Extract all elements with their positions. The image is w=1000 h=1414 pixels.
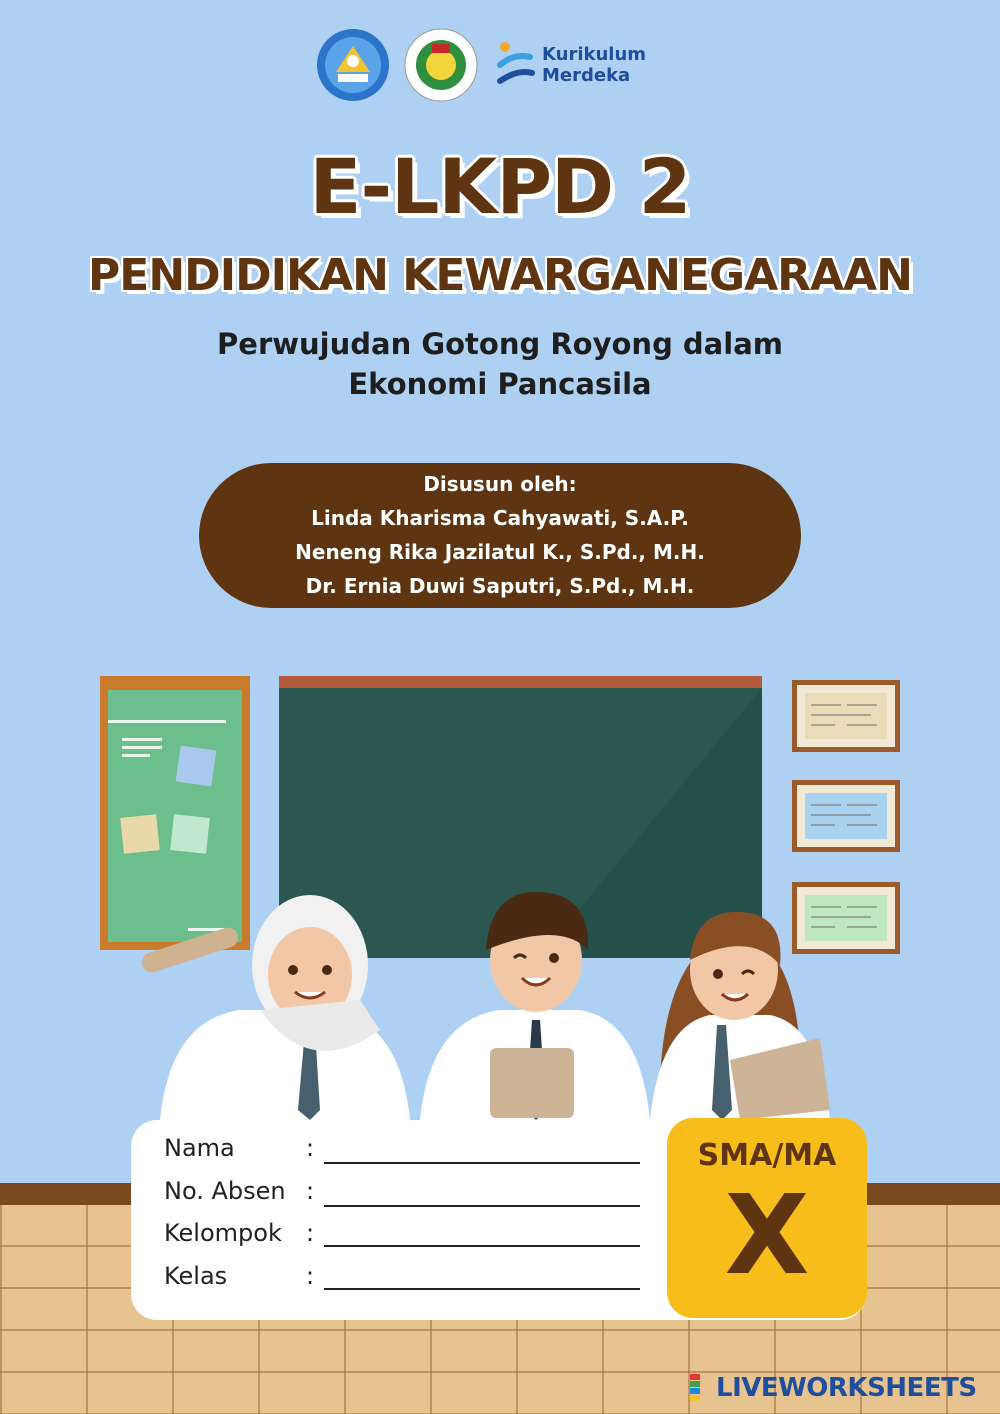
author-name: Linda Kharisma Cahyawati, S.A.P. <box>311 506 689 530</box>
grade-badge <box>667 1118 867 1318</box>
field-label: Kelompok <box>164 1219 282 1247</box>
ikip-logo <box>404 28 478 102</box>
kelompok-input-line[interactable] <box>324 1245 640 1247</box>
liveworksheets-icon <box>690 1374 712 1402</box>
frame-content <box>797 785 895 847</box>
grade-class: X <box>724 1171 810 1299</box>
subject-title: PENDIDIKAN KEWARGANEGARAAN <box>88 250 912 301</box>
grade-level: SMA/MA <box>697 1138 837 1173</box>
student-hijab <box>139 895 410 1120</box>
kurikulum-label: Kurikulum <box>542 44 647 65</box>
student-girl <box>650 912 830 1120</box>
kelas-input-line[interactable] <box>324 1288 640 1290</box>
author-name: Neneng Rika Jazilatul K., S.Pd., M.H. <box>295 540 705 564</box>
nama-input-line[interactable] <box>324 1162 640 1164</box>
kurikulum-merdeka-logo <box>496 39 646 91</box>
form-row-no-absen <box>164 1177 324 1205</box>
students-illustration <box>130 870 840 1130</box>
watermark-text: LIVEWORKSHEETS <box>716 1373 977 1403</box>
form-row-nama <box>164 1134 324 1162</box>
form-row-kelas <box>164 1262 324 1290</box>
merdeka-label: Merdeka <box>542 65 631 86</box>
field-colon: : <box>306 1219 315 1247</box>
wall-frame <box>792 780 900 852</box>
topic-line-2: Ekonomi Pancasila <box>348 367 652 401</box>
logo-row <box>316 28 646 102</box>
authors-heading: Disusun oleh: <box>423 472 577 496</box>
topic-line-1: Perwujudan Gotong Royong dalam <box>217 327 783 361</box>
chalkboard-ledge <box>279 676 762 688</box>
wall-frame <box>792 680 900 752</box>
tut-wuri-handayani-logo <box>316 28 390 102</box>
student-boy <box>420 892 650 1120</box>
field-colon: : <box>306 1262 315 1290</box>
field-label: No. Absen <box>164 1177 286 1205</box>
topic-title <box>0 324 1000 404</box>
frame-content <box>797 685 895 747</box>
worksheet-title: E-LKPD 2 <box>309 142 691 231</box>
liveworksheets-watermark <box>690 1373 977 1403</box>
field-label: Kelas <box>164 1262 228 1290</box>
no-absen-input-line[interactable] <box>324 1205 640 1207</box>
form-row-kelompok <box>164 1219 324 1247</box>
authors-box <box>199 463 801 608</box>
kurikulum-merdeka-icon <box>496 39 536 91</box>
field-label: Nama <box>164 1134 235 1162</box>
author-name: Dr. Ernia Duwi Saputri, S.Pd., M.H. <box>305 574 695 598</box>
field-colon: : <box>306 1134 315 1162</box>
field-colon: : <box>306 1177 315 1205</box>
